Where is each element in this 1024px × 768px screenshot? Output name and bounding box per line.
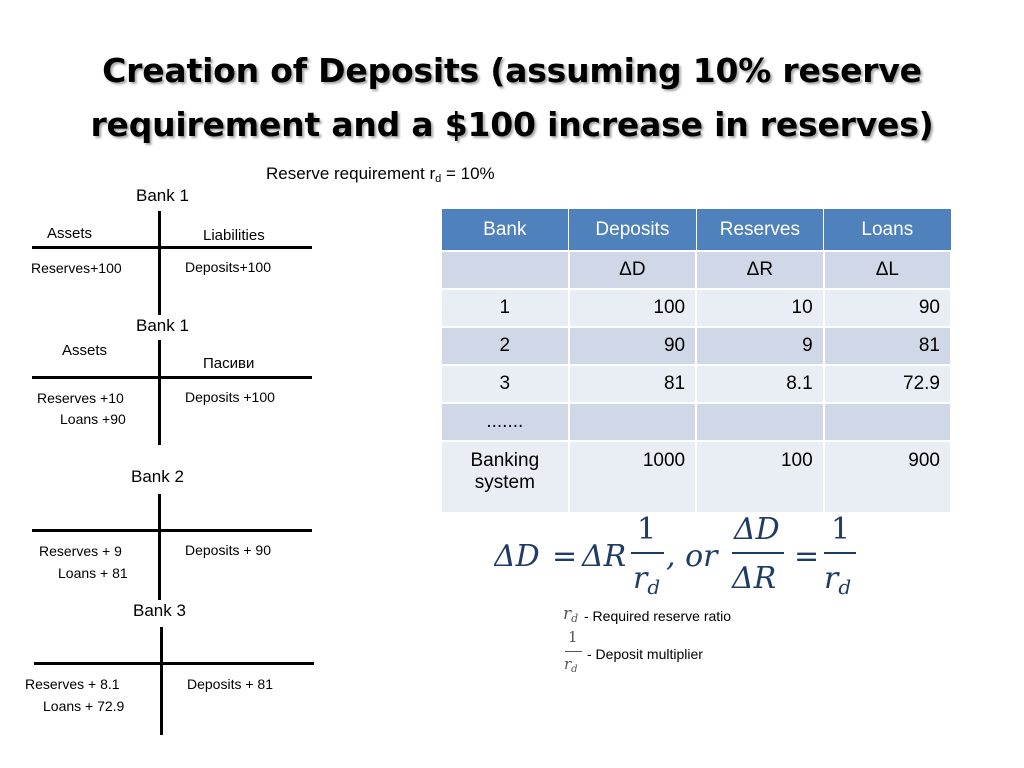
table-cell: 1: [441, 289, 569, 327]
t-account-left-item: Reserves +10: [37, 390, 124, 406]
t-account-vertical-line: [160, 627, 163, 735]
t-account-left-header: Assets: [62, 342, 108, 359]
table-header-cell: Deposits: [569, 209, 696, 252]
table-cell: .......: [441, 403, 569, 441]
formula-or: , or: [666, 539, 718, 574]
deposit-creation-table: [440, 208, 952, 514]
legend-one: 1: [568, 628, 578, 646]
table-header-cell: Reserves: [696, 209, 824, 252]
t-account-right-header: Liabilities: [203, 227, 265, 244]
table-cell: 72.9: [824, 365, 951, 403]
t-account-vertical-line: [158, 494, 161, 600]
formula-numerator-one: 1: [637, 512, 657, 547]
t-account-horizontal-line: [32, 246, 312, 249]
t-account-right-header: Пасиви: [203, 355, 255, 372]
table-cell: [696, 403, 824, 441]
table-cell: [824, 403, 951, 441]
t-account-bank-name: Bank 2: [131, 467, 184, 486]
table-cell: 81: [569, 365, 696, 403]
table-cell: [569, 403, 696, 441]
table-cell: 8.1: [696, 365, 824, 403]
t-account-horizontal-line: [32, 529, 312, 532]
formula-lhs: ΔD: [494, 539, 540, 574]
table-cell: 1000: [569, 441, 696, 513]
legend-multiplier-description: - Deposit multiplier: [587, 646, 703, 662]
table-row: [441, 289, 951, 327]
table-cell: 81: [824, 327, 951, 365]
table-row: [441, 441, 951, 513]
t-account-vertical-line: [158, 340, 161, 445]
deposit-multiplier-formula: [494, 510, 864, 600]
legend-rd-symbol: rd: [563, 604, 579, 625]
title-line-1: Creation of Deposits (assuming 10% reserve: [102, 51, 922, 90]
reserve-requirement-label: Reserve requirement $r_d = 10\%$: [266, 164, 495, 185]
table-cell: 90: [569, 327, 696, 365]
t-account-left-item: Loans + 81: [58, 565, 128, 581]
formula-denominator-delta-r: ΔR: [732, 561, 777, 596]
t-account-left-item: Reserves + 8.1: [25, 676, 120, 692]
t-account-horizontal-line: [34, 662, 314, 665]
table-header-cell: Bank: [441, 209, 569, 252]
table-cell: 9: [696, 327, 824, 365]
table-cell: ΔR: [696, 251, 824, 289]
table-cell: 100: [696, 441, 824, 513]
table-row: [441, 365, 951, 403]
t-account-horizontal-line: [32, 376, 312, 379]
t-account-bank-name: Bank 1: [136, 186, 189, 205]
table-header-cell: Loans: [824, 209, 951, 252]
t-account-left-item: Reserves + 9: [39, 543, 122, 559]
t-account-right-item: Deposits+100: [185, 259, 272, 275]
legend-rd-description: - Required reserve ratio: [584, 608, 732, 624]
table-cell: Banking system: [441, 441, 569, 513]
t-account-left-header: Assets: [47, 225, 93, 242]
legend-rd-denominator: $r_d$: [564, 655, 578, 675]
formula-equals: =: [552, 539, 578, 574]
t-account-bank-name: Bank 3: [133, 601, 186, 620]
formula-equals: =: [794, 539, 820, 574]
t-account-left-item: Loans +90: [60, 411, 126, 427]
slide-title: [0, 44, 1024, 152]
t-account-right-item: Deposits +100: [185, 389, 275, 405]
formula-numerator-delta-d: ΔD: [734, 512, 780, 547]
table-cell: 90: [824, 289, 951, 327]
table-header-row: [441, 209, 951, 252]
formula-delta-r: ΔR: [582, 539, 627, 574]
t-account-right-item: Deposits + 90: [185, 542, 271, 558]
table-cell: 900: [824, 441, 951, 513]
table-row: [441, 403, 951, 441]
table-cell: [441, 251, 569, 289]
t-account-bank-name: Bank 1: [136, 316, 189, 335]
table-row: [441, 251, 951, 289]
legend-fraction-bar: [565, 651, 582, 652]
formula-rd: $r_d$: [633, 561, 661, 599]
table-cell: ΔL: [824, 251, 951, 289]
formula-rd: $r_d$: [824, 561, 852, 599]
table-cell: ΔD: [569, 251, 696, 289]
formula-numerator-one: 1: [831, 512, 851, 547]
t-account-left-item: Loans + 72.9: [43, 698, 125, 714]
table-cell: 2: [441, 327, 569, 365]
t-account-left-item: Reserves+100: [31, 260, 122, 276]
table-cell: 10: [696, 289, 824, 327]
t-account-vertical-line: [158, 211, 161, 315]
table-row: [441, 327, 951, 365]
table-cell: 100: [569, 289, 696, 327]
t-account-right-item: Deposits + 81: [187, 676, 273, 692]
title-line-2: requirement and a $100 increase in reserves): [90, 105, 934, 144]
table-cell: 3: [441, 365, 569, 403]
